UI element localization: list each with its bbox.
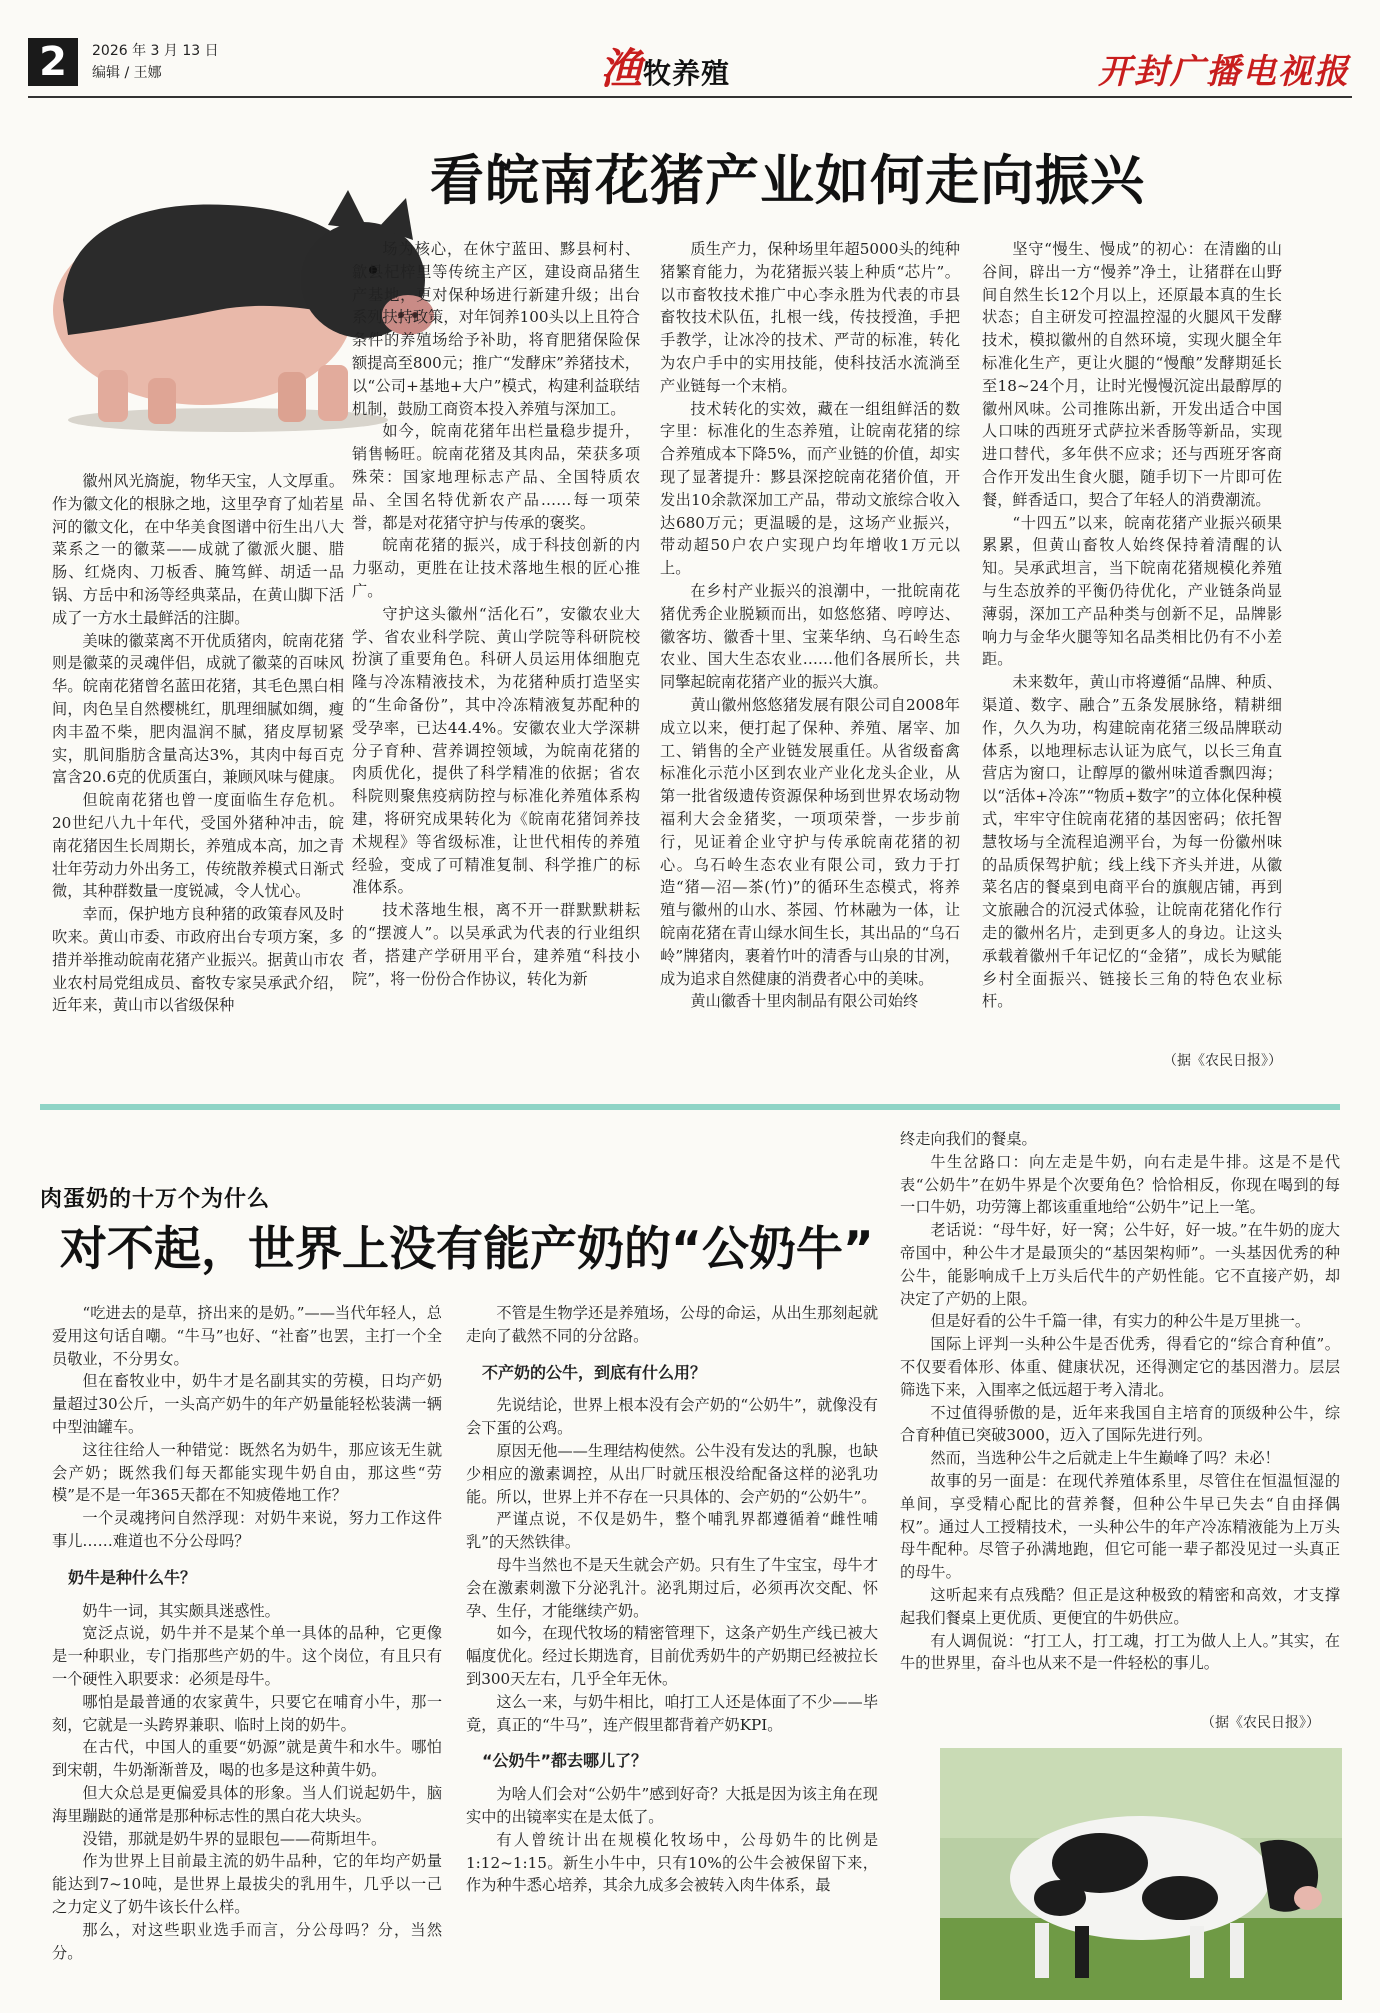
paragraph: 不过值得骄傲的是，近年来我国自主培育的顶级种公牛，综合育种值已突破3000，迈入了国际先进行列。 bbox=[900, 1403, 1340, 1445]
subheading: 奶牛是种什么牛？ bbox=[68, 1567, 197, 1587]
paragraph: 美味的徽菜离不开优质猪肉，皖南花猪则是徽菜的灵魂伴侣，成就了徽菜的百味风华。皖南花猪曾名蓝田花猪，其毛色黑白相间，肉色呈自然樱桃红，肌理细腻如绸，瘦肉丰盈不柴，肥肉温润不腻，猪皮厚韧紧实，肌间脂肪含量高达3%，其肉中每百克富含20.6克的优质蛋白，兼顾风味与健康。 bbox=[52, 631, 345, 787]
cow-photo bbox=[940, 1748, 1342, 2000]
paragraph: 老话说：“母牛好，好一窝；公牛好，好一坡。”在牛奶的庞大帝国中，种公牛才是最顶尖的“基因架构师”。一头基因优秀的种公牛，能影响成千上万头后代牛的产奶性能。它不直接产奶，却决定了产奶的上限。 bbox=[900, 1221, 1340, 1308]
paragraph: 然而，当选种公牛之后就走上牛生巅峰了吗？未必！ bbox=[930, 1449, 1280, 1468]
paragraph: 母牛当然也不是天生就会产奶。只有生了牛宝宝，母牛才会在激素刺激下分泌乳汁。泌乳期过后，必须再次交配、怀孕、生仔，才能继续产奶。 bbox=[466, 1555, 878, 1620]
paragraph: 徽州风光旖旎，物华天宝，人文厚重。作为徽文化的根脉之地，这里孕育了灿若星河的徽文化，在中华美食图谱中衍生出八大菜系之一的徽菜——成就了徽派火腿、腊肠、红烧肉、刀板香、腌笃鲜、胡适一品锅、方岳中和汤等经典菜品，在黄山脚下活成了一方水土最鲜活的注脚。 bbox=[52, 472, 344, 627]
paragraph: 宽泛点说，奶牛并不是某个单一具体的品种，它更像是一种职业，专门指那些产奶的牛。这个岗位，有且只有一个硬性入职要求：必须是母牛。 bbox=[52, 1624, 442, 1688]
paragraph: 黄山徽香十里肉制品有限公司始终 bbox=[690, 992, 919, 1011]
section-rest: 牧养殖 bbox=[643, 57, 731, 90]
paragraph: 不管是生物学还是养殖场，公母的命运，从出生那刻起就走向了截然不同的分岔路。 bbox=[466, 1304, 878, 1345]
article1-column-3 bbox=[660, 238, 960, 1013]
paragraph: 国际上评判一头种公牛是否优秀，得看它的“综合育种值”。不仅要看体形、体重、健康状况，还得测定它的基因潜力。层层筛选下来，入围率之低远超于考入清北。 bbox=[900, 1335, 1340, 1399]
paragraph: 这听起来有点残酷？但正是这种极致的精密和高效，才支撑起我们餐桌上更优质、更便宜的牛奶供应。 bbox=[900, 1585, 1340, 1627]
paragraph: 严谨点说，不仅是奶牛，整个哺乳界都遵循着“雌性哺乳”的天然铁律。 bbox=[466, 1510, 878, 1552]
paragraph: 牛生岔路口：向左走是牛奶，向右走是牛排。这是不是代表“公奶牛”在奶牛界是个次要角色？恰恰相反，你现在喝到的每一口牛奶，功劳簿上都该重重地给“公奶牛”记上一笔。 bbox=[900, 1152, 1340, 1217]
paragraph: 在乡村产业振兴的浪潮中，一批皖南花猪优秀企业脱颖而出，如悠悠猪、哼哼达、徽客坊、徽香十里、宝莱华纳、乌石岭生态农业、国大生态农业……他们各展所长，共同擎起皖南花猪产业的振兴大旗。 bbox=[660, 581, 960, 692]
paragraph: 这么一来，与奶牛相比，咱打工人还是体面了不少——毕竟，真正的“牛马”，连产假里都背着产奶KPI。 bbox=[466, 1692, 878, 1734]
paragraph: 但皖南花猪也曾一度面临生存危机。20世纪八九十年代，受国外猪种冲击，皖南花猪因生长周期长，养殖成本高，加之青壮年劳动力外出务工，传统散养模式日渐式微，其种群数量一度锐减，令人忧心。 bbox=[52, 791, 344, 901]
article2-headline: 对不起，世界上没有能产奶的“公奶牛” bbox=[60, 1222, 874, 1277]
paragraph: 故事的另一面是：在现代养殖体系里，尽管住在恒温恒湿的单间，享受精心配比的营养餐，但种公牛早已失去“自由择偶权”。通过人工授精技术，一头种公牛的年产冷冻精液能为上万头母牛配种。尽管子孙满地跑，但它可能一辈子都没见过一头真正的母牛。 bbox=[900, 1471, 1340, 1582]
paragraph: 幸而，保护地方良种猪的政策春风及时吹来。黄山市委、市政府出台专项方案，多措并举推动皖南花猪产业振兴。据黄山市农业农村局党组成员、畜牧专家吴承武介绍，近年来，黄山市以省级保种 bbox=[52, 905, 344, 1015]
paragraph: 那么，对这些职业选手而言，分公母吗？分，当然分。 bbox=[52, 1920, 442, 1962]
paragraph: 但大众总是更偏爱具体的形象。当人们说起奶牛，脑海里蹦跶的通常是那种标志性的黑白花大块头。 bbox=[52, 1783, 442, 1825]
paragraph: 有人调侃说：“打工人，打工魂，打工为做人上人。”其实，在牛的世界里，奋斗也从来不是一件轻松的事儿。 bbox=[900, 1631, 1340, 1673]
paragraph: 如今，在现代牧场的精密管理下，这条产奶生产线已被大幅度优化。经过长期选育，目前优秀奶牛的产奶期已经被拉长到300天左右，几乎全年无休。 bbox=[466, 1624, 878, 1688]
paragraph: 有人曾统计出在规模化牧场中，公母奶牛的比例是1:12~1:15。新生小牛中，只有10%的公牛会被保留下来，作为种牛悉心培养，其余九成多会被转入肉牛体系，最 bbox=[466, 1830, 878, 1895]
paragraph: 坚守“慢生、慢成”的初心：在清幽的山谷间，辟出一方“慢养”净土，让猪群在山野间自然生长12个月以上，还原最本真的生长状态；自主研发可控温控湿的火腿风干发酵技术，模拟徽州的自然环境，实现火腿全年标准化生产，更让火腿的“慢酿”发酵期延长至18~24个月，让时光慢慢沉淀出最醇厚的徽州风味。公司推陈出新，开发出适合中国人口味的西班牙式萨拉米香肠等新品，实现进口替代，多年供不应求；还与西班牙客商合作开发出生食火腿，随手切下一片即可佐餐，鲜香适口，契合了年轻人的消费潮流。 bbox=[982, 240, 1282, 509]
article2-column-2 bbox=[466, 1302, 878, 1897]
paragraph: 哪怕是最普通的农家黄牛，只要它在哺育小牛，那一刻，它就是一头跨界兼职、临时上岗的奶牛。 bbox=[52, 1692, 442, 1734]
paragraph: 终走向我们的餐桌。 bbox=[900, 1130, 1037, 1148]
section-first-char: 渔 bbox=[600, 44, 644, 93]
paragraph: 为啥人们会对“公奶牛”感到好奇？大抵是因为该主角在现实中的出镜率实在是太低了。 bbox=[466, 1785, 878, 1826]
paragraph: 一个灵魂拷问自然浮现：对奶牛来说，努力工作这件事儿……难道也不分公母吗？ bbox=[52, 1509, 442, 1550]
paragraph: 原因无他——生理结构使然。公牛没有发达的乳腺，也缺少相应的激素调控，从出厂时就压根没给配备这样的泌乳功能。所以，世界上并不存在一只具体的、会产奶的“公奶牛”。 bbox=[466, 1441, 878, 1506]
paragraph: 但是好看的公牛千篇一律，有实力的种公牛是万里挑一。 bbox=[930, 1312, 1311, 1331]
subheading: “公奶牛”都去哪儿了？ bbox=[482, 1751, 648, 1771]
article2-column-1 bbox=[52, 1302, 442, 1964]
paragraph: 先说结论，世界上根本没有会产奶的“公奶牛”，就像没有会下蛋的公鸡。 bbox=[466, 1396, 878, 1438]
article1-column-2 bbox=[352, 238, 640, 990]
paragraph: 作为世界上目前最主流的奶牛品种，它的年均产奶量能达到7~10吨，是世界上最拔尖的乳用牛，几乎以一己之力定义了奶牛该长什么样。 bbox=[52, 1852, 442, 1916]
paragraph: “吃进去的是草，挤出来的是奶。”——当代年轻人，总爱用这句话自嘲。“牛马”也好、“社畜”也罢，主打一个全员敬业，不分男女。 bbox=[52, 1304, 442, 1368]
paragraph: 如今，皖南花猪年出栏量稳步提升，销售畅旺。皖南花猪及其肉品，荣获多项殊荣：国家地理标志产品、全国特质农品、全国名特优新农产品……每一项荣誉，都是对花猪守护与传承的褒奖。 bbox=[352, 422, 640, 532]
paragraph: 皖南花猪的振兴，成于科技创新的内力驱动，更胜在让技术落地生根的匠心推广。 bbox=[352, 536, 640, 600]
issue-date: 2026 年 3 月 13 日 bbox=[92, 43, 219, 59]
article1-source: （据《农民日报》） bbox=[1163, 1053, 1282, 1069]
masthead-logo: 开封广播电视报 bbox=[1098, 52, 1350, 92]
paragraph: 没错，那就是奶牛界的显眼包——荷斯坦牛。 bbox=[82, 1829, 387, 1848]
paragraph: 技术落地生根，离不开一群默默耕耘的“摆渡人”。以吴承武为代表的行业组织者，搭建产学研用平台，建养殖“科技小院”，将一份份合作协议，转化为新 bbox=[352, 901, 640, 988]
section-divider bbox=[40, 1104, 1340, 1110]
paragraph: 在古代，中国人的重要“奶源”就是黄牛和水牛。哪怕到宋朝，牛奶渐渐普及，喝的也多是这种黄牛奶。 bbox=[52, 1738, 442, 1780]
article2-source: （据《农民日报》） bbox=[1201, 1715, 1320, 1731]
header-rule bbox=[28, 96, 1352, 98]
paragraph: 这往往给人一种错觉：既然名为奶牛，那应该无生就会产奶；既然我们每天都能实现牛奶自由，那这些“劳模”是不是一年365天都在不知疲倦地工作？ bbox=[52, 1440, 442, 1505]
paragraph: 场为核心，在休宁蓝田、黟县柯村、歙县杞梓里等传统主产区，建设商品猪生产基地，更对保种场进行新建升级；出台系列扶持政策，对年饲养100头以上且符合条件的养殖场给予补助，将育肥猪保险保额提高至800元；推广“发酵床”养猪技术，以“公司+基地+大户”模式，构建利益联结机制，鼓励工商资本投入养殖与深加工。 bbox=[352, 240, 640, 418]
editor-credit: 编辑 / 王娜 bbox=[92, 65, 162, 81]
paragraph: 奶牛一词，其实颇具迷惑性。 bbox=[82, 1601, 280, 1620]
paragraph: 质生产力，保种场里年超5000头的纯种猪繁育能力，为花猪振兴装上种质“芯片”。以市畜牧技术推广中心李永胜为代表的市县畜牧技术队伍，扎根一线，传技授渔，手把手教学，让冰冷的技术、严苛的标准，转化为农户手中的实用技能，使科技活水流淌至产业链每一个末梢。 bbox=[660, 240, 960, 395]
paragraph: 守护这头徽州“活化石”，安徽农业大学、省农业科学院、黄山学院等科研院校扮演了重要角色。科研人员运用体细胞克隆与冷冻精液技术，为花猪种质打造坚实的“生命备份”，其中冷冻精液复苏配种的受孕率，已达44.4%。安徽农业大学深耕分子育种、营养调控领域，为皖南花猪的肉质优化，提供了科学精准的依据；省农科院则聚焦疫病防控与标准化养殖体系构建，将研究成果转化为《皖南花猪饲养技术规程》等省级标准，让世代相传的养殖经验，变成了可精准复制、科学推广的标准体系。 bbox=[352, 604, 640, 897]
article1-headline: 看皖南花猪产业如何走向振兴 bbox=[430, 149, 1145, 212]
article2-kicker: 肉蛋奶的十万个为什么 bbox=[40, 1187, 271, 1212]
article1-column-4 bbox=[982, 238, 1282, 1013]
paragraph: 黄山徽州悠悠猪发展有限公司自2008年成立以来，便打起了保种、养殖、屠宰、加工、销售的全产业链发展重任。从省级畜禽标准化示范小区到农业产业化龙头企业，从第一批省级遗传资源保种场到世界农场动物福利大会金猪奖，一项项荣誉，一步步前行，见证着企业守护与传承皖南花猪的初心。乌石岭生态农业有限公司，致力于打造“猪—沼—茶(竹)”的循环生态模式，将养殖与徽州的山水、茶园、竹林融为一体，让皖南花猪在青山绿水间生长，其出品的“乌石岭”牌猪肉，裹着竹叶的清香与山泉的甘冽，成为追求自然健康的消费者心中的美味。 bbox=[660, 695, 960, 988]
paragraph: 未来数年，黄山市将遵循“品牌、种质、渠道、数字、融合”五条发展脉络，精耕细作，久久为功，构建皖南花猪三级品牌联动体系，以地理标志认证为底气，以长三角直营店为窗口，让醇厚的徽州味道香飘四海；以“活体+冷冻”“物质+数字”的立体化保种模式，牢牢守住皖南花猪的基因密码；依托智慧牧场与全流程追溯平台，为每一份徽州味的品质保驾护航；线上线下齐头并进，从徽菜名店的餐桌到电商平台的旗舰店铺，再到文旅融合的沉浸式体验，让皖南花猪化作行走的徽州名片，走到更多人的身边。让这头承载着徽州千年记忆的“金猪”，成长为赋能乡村全面振兴、链接长三角的特色农业标杆。 bbox=[982, 673, 1282, 1011]
article1-column-1 bbox=[52, 470, 344, 1017]
article2-column-3 bbox=[900, 1128, 1340, 1675]
paragraph: 技术转化的实效，藏在一组组鲜活的数字里：标准化的生态养殖，让皖南花猪的综合养殖成本下降5%，而产业链的价值，却实现了显著提升：黟县深挖皖南花猪价值，开发出10余款深加工产品，带动文旅综合收入达680万元；更温暖的是，这场产业振兴，带动超50户农户实现户均年增收1万元以上。 bbox=[660, 399, 960, 578]
paragraph: 但在畜牧业中，奶牛才是名副其实的劳模，日均产奶量超过30公斤，一头高产奶牛的年产奶量能轻松装满一辆中型油罐车。 bbox=[52, 1372, 442, 1436]
section-title bbox=[600, 36, 730, 96]
paragraph: “十四五”以来，皖南花猪产业振兴硕果累累，但黄山畜牧人始终保持着清醒的认知。吴承武坦言，当下皖南花猪规模化养殖与生态放养的平衡仍待优化，产业链条尚显薄弱，深加工产品种类与创新不足，品牌影响力与金华火腿等知名品类相比仍有不小差距。 bbox=[982, 513, 1282, 669]
page-number: 2 bbox=[28, 38, 78, 86]
subheading: 不产奶的公牛，到底有什么用？ bbox=[482, 1362, 707, 1382]
